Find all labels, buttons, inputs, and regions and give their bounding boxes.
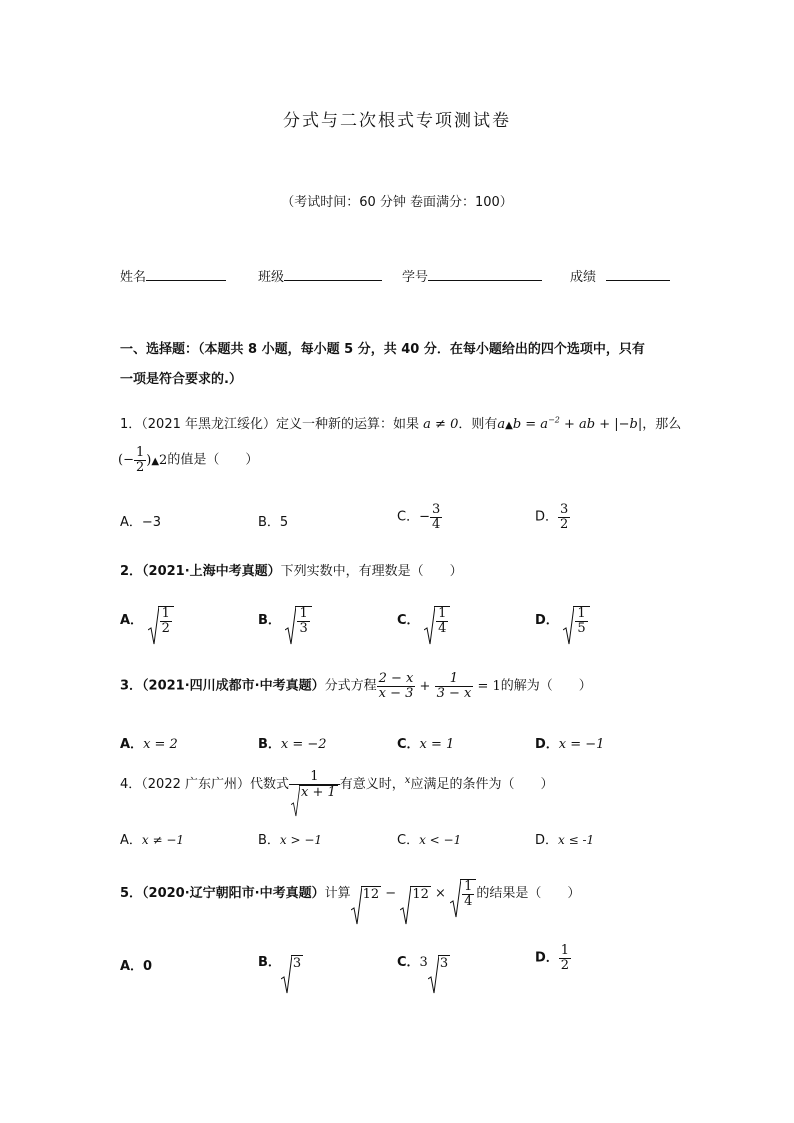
question-text: 有意义时， bbox=[339, 777, 405, 793]
question-number: 2． bbox=[120, 564, 143, 579]
option-a[interactable] bbox=[120, 606, 174, 635]
name-label: 姓名 bbox=[120, 270, 147, 285]
question-source: （2022 广东广州） bbox=[141, 777, 250, 793]
option-label: D． bbox=[535, 509, 559, 525]
option-b[interactable] bbox=[258, 606, 312, 635]
option-label: C． bbox=[397, 955, 420, 970]
option-b[interactable] bbox=[258, 733, 327, 752]
question-number: 3． bbox=[120, 678, 143, 694]
question-1-expression: (− $\frac{1}{2}$ )▲2的值是（ ） bbox=[118, 445, 259, 475]
option-label: A． bbox=[120, 737, 144, 752]
question-text: 的结果是（ ） bbox=[476, 886, 581, 902]
option-label: C．− bbox=[397, 509, 430, 525]
sqrt-expression: 3 bbox=[428, 955, 450, 971]
sqrt-expression: $\frac{1}{5}$ bbox=[563, 606, 589, 635]
option-a[interactable] bbox=[120, 829, 184, 848]
option-d[interactable] bbox=[535, 829, 594, 848]
student-id-label: 学号 bbox=[402, 270, 429, 285]
option-label: C． bbox=[397, 833, 420, 848]
question-text: ．则有 bbox=[458, 417, 498, 432]
option-label: D． bbox=[535, 613, 559, 629]
option-c[interactable] bbox=[397, 733, 454, 752]
question-source: （2021·四川成都市·中考真题） bbox=[142, 678, 325, 694]
question-1 bbox=[120, 413, 681, 432]
question-text: ，那么 bbox=[642, 417, 682, 432]
option-c[interactable] bbox=[397, 606, 450, 635]
exam-info: （考试时间：60 分钟 卷面满分：100） bbox=[281, 195, 513, 210]
option-label: B． bbox=[258, 613, 281, 629]
option-value: x < −1 bbox=[419, 833, 462, 847]
student-id-blank[interactable] bbox=[428, 268, 542, 281]
question-2 bbox=[120, 560, 463, 579]
student-id-field[interactable] bbox=[402, 266, 542, 285]
question-text: 代数式 bbox=[250, 777, 290, 793]
option-label: A． bbox=[120, 833, 142, 848]
option-label: D． bbox=[535, 950, 559, 966]
question-text: 下列实数中，有理数是（ ） bbox=[280, 564, 463, 579]
option-c[interactable]: C．− $\frac{3}{4}$ bbox=[397, 502, 441, 532]
question-5 bbox=[120, 879, 580, 908]
option-label: A． bbox=[120, 613, 144, 629]
calculation-expression: 12 − 12 × $\frac{1}{4}$ bbox=[351, 886, 477, 901]
option-d[interactable] bbox=[535, 733, 604, 752]
option-value: x = 2 bbox=[143, 737, 178, 752]
question-text: 计算 bbox=[324, 886, 351, 902]
section-instruction-line1: 一、选择题：（本题共 8 小题，每小题 5 分，共 40 分．在每小题给出的四个选项中，只有 bbox=[120, 342, 645, 357]
variable-x: x bbox=[404, 774, 411, 786]
question-source: （2021 年黑龙江绥化） bbox=[141, 417, 276, 432]
score-label: 成绩 bbox=[570, 270, 597, 285]
option-value: x = 1 bbox=[419, 737, 455, 752]
name-field[interactable] bbox=[120, 266, 226, 285]
question-source: （2020·辽宁朝阳市·中考真题） bbox=[142, 886, 325, 902]
option-label: D． bbox=[535, 737, 559, 752]
option-d[interactable]: D． $\frac{3}{2}$ bbox=[535, 502, 569, 532]
class-label: 班级 bbox=[258, 270, 285, 285]
option-c[interactable] bbox=[397, 829, 461, 848]
question-text: 定义一种新的运算：如果 bbox=[276, 417, 420, 432]
question-source: （2021·上海中考真题） bbox=[142, 564, 281, 579]
option-b[interactable] bbox=[258, 829, 322, 848]
condition-expression: a ≠ 0 bbox=[423, 417, 459, 432]
option-label: B． bbox=[258, 737, 281, 752]
option-value: x = −2 bbox=[280, 737, 327, 752]
option-label: C． bbox=[397, 613, 420, 629]
option-d[interactable]: D． $\frac{1}{2}$ bbox=[535, 943, 570, 973]
question-number: 5． bbox=[120, 886, 143, 902]
option-value: x > −1 bbox=[279, 833, 323, 847]
name-blank[interactable] bbox=[146, 268, 226, 281]
option-d[interactable] bbox=[535, 606, 590, 635]
question-number: 1． bbox=[120, 417, 142, 432]
question-text: 应满足的条件为（ ） bbox=[410, 777, 554, 793]
fraction-one-half: $\frac{1}{2}$ bbox=[135, 445, 145, 475]
option-label: C． bbox=[397, 737, 420, 752]
fractional-equation: $\frac{2 - x}{x - 3}$ + $\frac{1}{3 - x}$ = 1 bbox=[378, 671, 501, 701]
sqrt-expression: $\frac{1}{3}$ bbox=[285, 606, 311, 635]
class-field[interactable] bbox=[258, 266, 382, 285]
section-instruction-line2: 一项是符合要求的.） bbox=[120, 372, 242, 387]
option-b[interactable] bbox=[258, 951, 303, 971]
class-blank[interactable] bbox=[284, 268, 382, 281]
question-3 bbox=[120, 672, 592, 700]
option-value: x = −1 bbox=[558, 737, 605, 752]
question-text: 的解为（ ） bbox=[500, 678, 592, 694]
option-label: B． bbox=[258, 833, 280, 848]
question-4 bbox=[120, 770, 553, 799]
option-label: B． bbox=[258, 955, 281, 970]
question-text: 分式方程 bbox=[324, 678, 377, 694]
algebraic-expression: $\frac{1}{x + 1}$ bbox=[289, 770, 340, 799]
operation-definition: a▲b = $a^{-2}$ + ab + |−b| bbox=[497, 415, 643, 432]
sqrt-expression: 3 bbox=[281, 955, 303, 971]
sqrt-expression: $\frac{1}{2}$ bbox=[148, 606, 174, 635]
option-c[interactable]: C．3 3 bbox=[397, 951, 450, 971]
option-b[interactable]: B．5 bbox=[258, 515, 289, 530]
option-value: x ≠ −1 bbox=[141, 833, 185, 847]
option-value: x ≤ -1 bbox=[558, 833, 595, 847]
page-title: 分式与二次根式专项测试卷 bbox=[283, 111, 511, 131]
option-a[interactable]: A．−3 bbox=[120, 515, 162, 530]
question-text: 的值是（ ） bbox=[167, 452, 259, 468]
question-number: 4． bbox=[120, 777, 142, 793]
section-heading bbox=[120, 335, 645, 395]
option-a[interactable]: A．0 bbox=[120, 959, 153, 974]
score-blank[interactable] bbox=[606, 268, 670, 281]
option-label: D． bbox=[535, 833, 559, 848]
sqrt-expression: $\frac{1}{4}$ bbox=[424, 606, 450, 635]
score-field[interactable] bbox=[570, 266, 670, 285]
option-a[interactable] bbox=[120, 733, 178, 752]
